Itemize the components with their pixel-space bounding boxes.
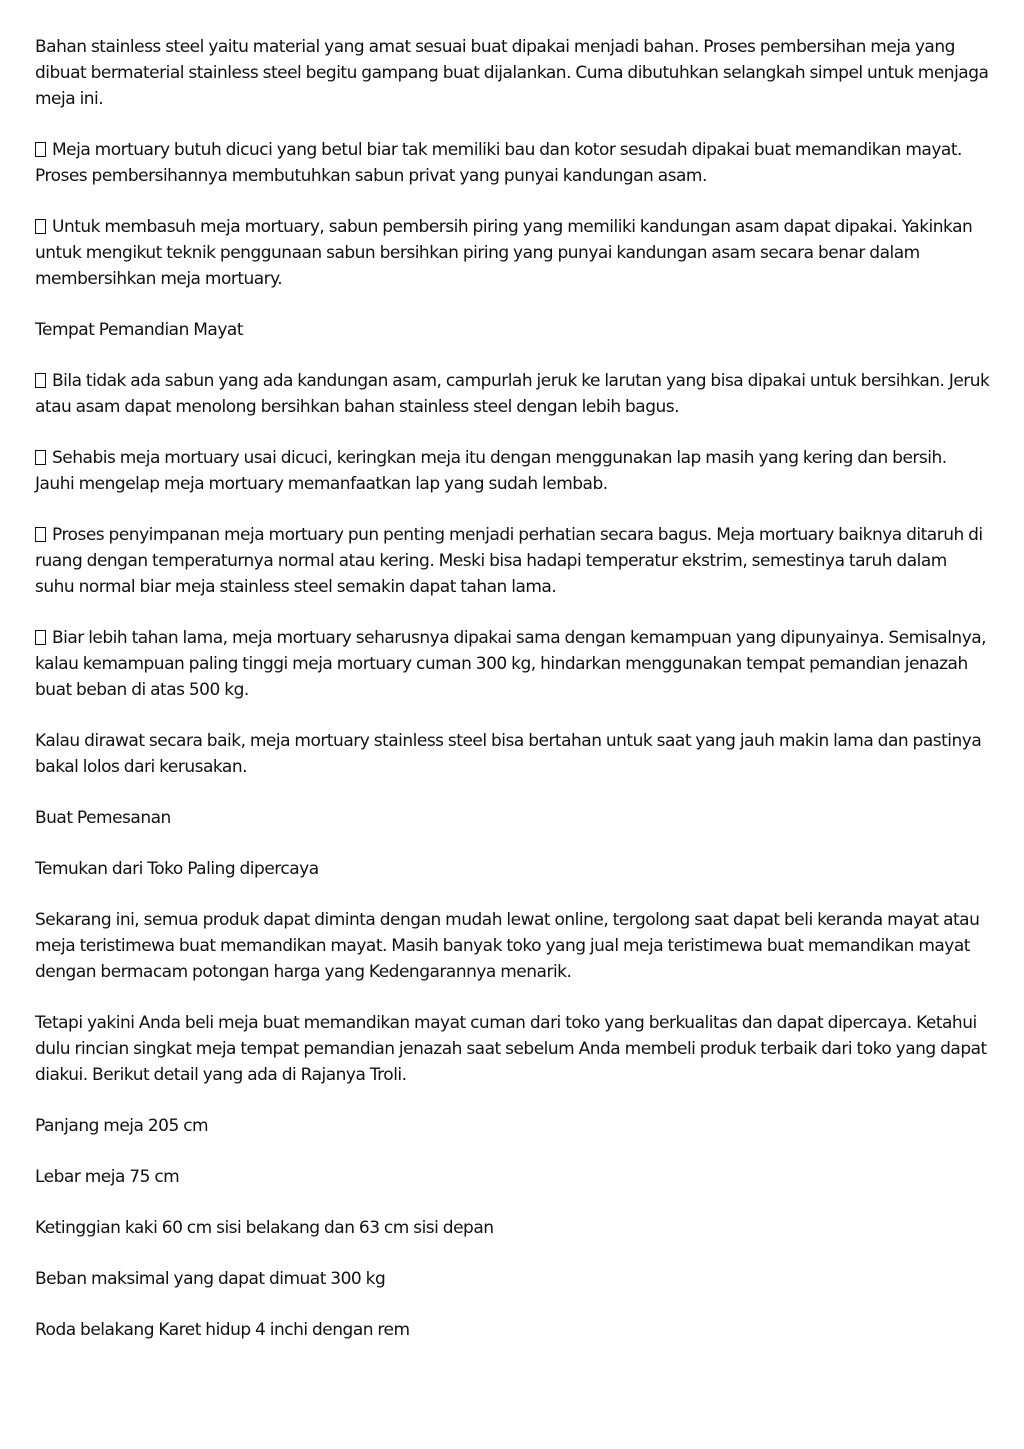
paragraph-intro: Bahan stainless steel yaitu material yang amat sesuai buat dipakai menjadi bahan. Proses pembersihan meja yang dibuat bermaterial stainless steel begitu gampang buat dijalankan. Cuma dibutuhkan selangkah simpel untuk menjaga meja ini. — [35, 37, 989, 109]
spec-rear-wheel: Roda belakang Karet hidup 4 inchi dengan rem — [35, 1320, 410, 1340]
paragraph-bullet-drying — [35, 445, 990, 497]
paragraph-text: Bila tidak ada sabun yang ada kandungan asam, campurlah jeruk ke larutan yang bisa dipakai untuk bersihkan. Jeruk atau asam dapat menolong bersihkan bahan stainless steel dengan lebih bagus. — [35, 371, 990, 417]
bullet-box-icon — [35, 219, 46, 234]
paragraph-maintenance-summary: Kalau dirawat secara baik, meja mortuary stainless steel bisa bertahan untuk saat yang jauh makin lama dan pastinya bakal lolos dari kerusakan. — [35, 731, 982, 777]
paragraph-bullet-lemon — [35, 368, 990, 420]
paragraph-bullet-soap — [35, 214, 990, 292]
paragraph-bullet-capacity — [35, 625, 990, 703]
paragraph-trusted-store: Tetapi yakini Anda beli meja buat memandikan mayat cuman dari toko yang berkualitas dan dapat dipercaya. Ketahui dulu rincian singkat meja tempat pemandian jenazah saat sebelum Anda membeli produk terbaik dari toko yang dapat diakui. Berikut detail yang ada di Rajanya Troli. — [35, 1013, 987, 1085]
paragraph-text: Sehabis meja mortuary usai dicuci, keringkan meja itu dengan menggunakan lap masih yang kering dan bersih. Jauhi mengelap meja mortuary memanfaatkan lap yang sudah lembab. — [35, 448, 947, 494]
spec-leg-height: Ketinggian kaki 60 cm sisi belakang dan 63 cm sisi depan — [35, 1218, 494, 1238]
paragraph-online-shopping: Sekarang ini, semua produk dapat diminta dengan mudah lewat online, tergolong saat dapat beli keranda mayat atau meja teristimewa buat memandikan mayat. Masih banyak toko yang jual meja teristimewa buat memandikan mayat dengan bermacam potongan harga yang Kedengarannya menarik. — [35, 910, 980, 982]
paragraph-bullet-storage — [35, 522, 990, 600]
bullet-box-icon — [35, 630, 46, 645]
spec-length: Panjang meja 205 cm — [35, 1116, 209, 1136]
bullet-box-icon — [35, 373, 46, 388]
paragraph-text: Untuk membasuh meja mortuary, sabun pembersih piring yang memiliki kandungan asam dapat dipakai. Yakinkan untuk mengikut teknik penggunaan sabun bersihkan piring yang punyai kandungan asam secara benar dalam membersihkan meja mortuary. — [35, 217, 973, 289]
paragraph-text: Proses penyimpanan meja mortuary pun penting menjadi perhatian secara bagus. Meja mortuary baiknya ditaruh di ruang dengan temperaturnya normal atau kering. Meski bisa hadapi temperatur ekstrim, semestinya taruh dalam suhu normal biar meja stainless steel semakin dapat tahan lama. — [35, 525, 983, 597]
bullet-box-icon — [35, 450, 46, 465]
paragraph-text: Biar lebih tahan lama, meja mortuary seharusnya dipakai sama dengan kemampuan yang dipunyainya. Semisalnya, kalau kemampuan paling tinggi meja mortuary cuman 300 kg, hindarkan menggunakan tempat pemandian jenazah buat beban di atas 500 kg. — [35, 628, 987, 700]
paragraph-bullet-washing — [35, 137, 990, 189]
spec-max-load: Beban maksimal yang dapat dimuat 300 kg — [35, 1269, 386, 1289]
document-page — [35, 34, 990, 1368]
section-heading-temukan-toko: Temukan dari Toko Paling dipercaya — [35, 859, 319, 879]
bullet-box-icon — [35, 527, 46, 542]
paragraph-text: Meja mortuary butuh dicuci yang betul biar tak memiliki bau dan kotor sesudah dipakai buat memandikan mayat. Proses pembersihannya membutuhkan sabun privat yang punyai kandungan asam. — [35, 140, 962, 186]
spec-width: Lebar meja 75 cm — [35, 1167, 180, 1187]
bullet-box-icon — [35, 142, 46, 157]
section-heading-buat-pemesanan: Buat Pemesanan — [35, 808, 171, 828]
section-heading-tempat-pemandian: Tempat Pemandian Mayat — [35, 320, 243, 340]
